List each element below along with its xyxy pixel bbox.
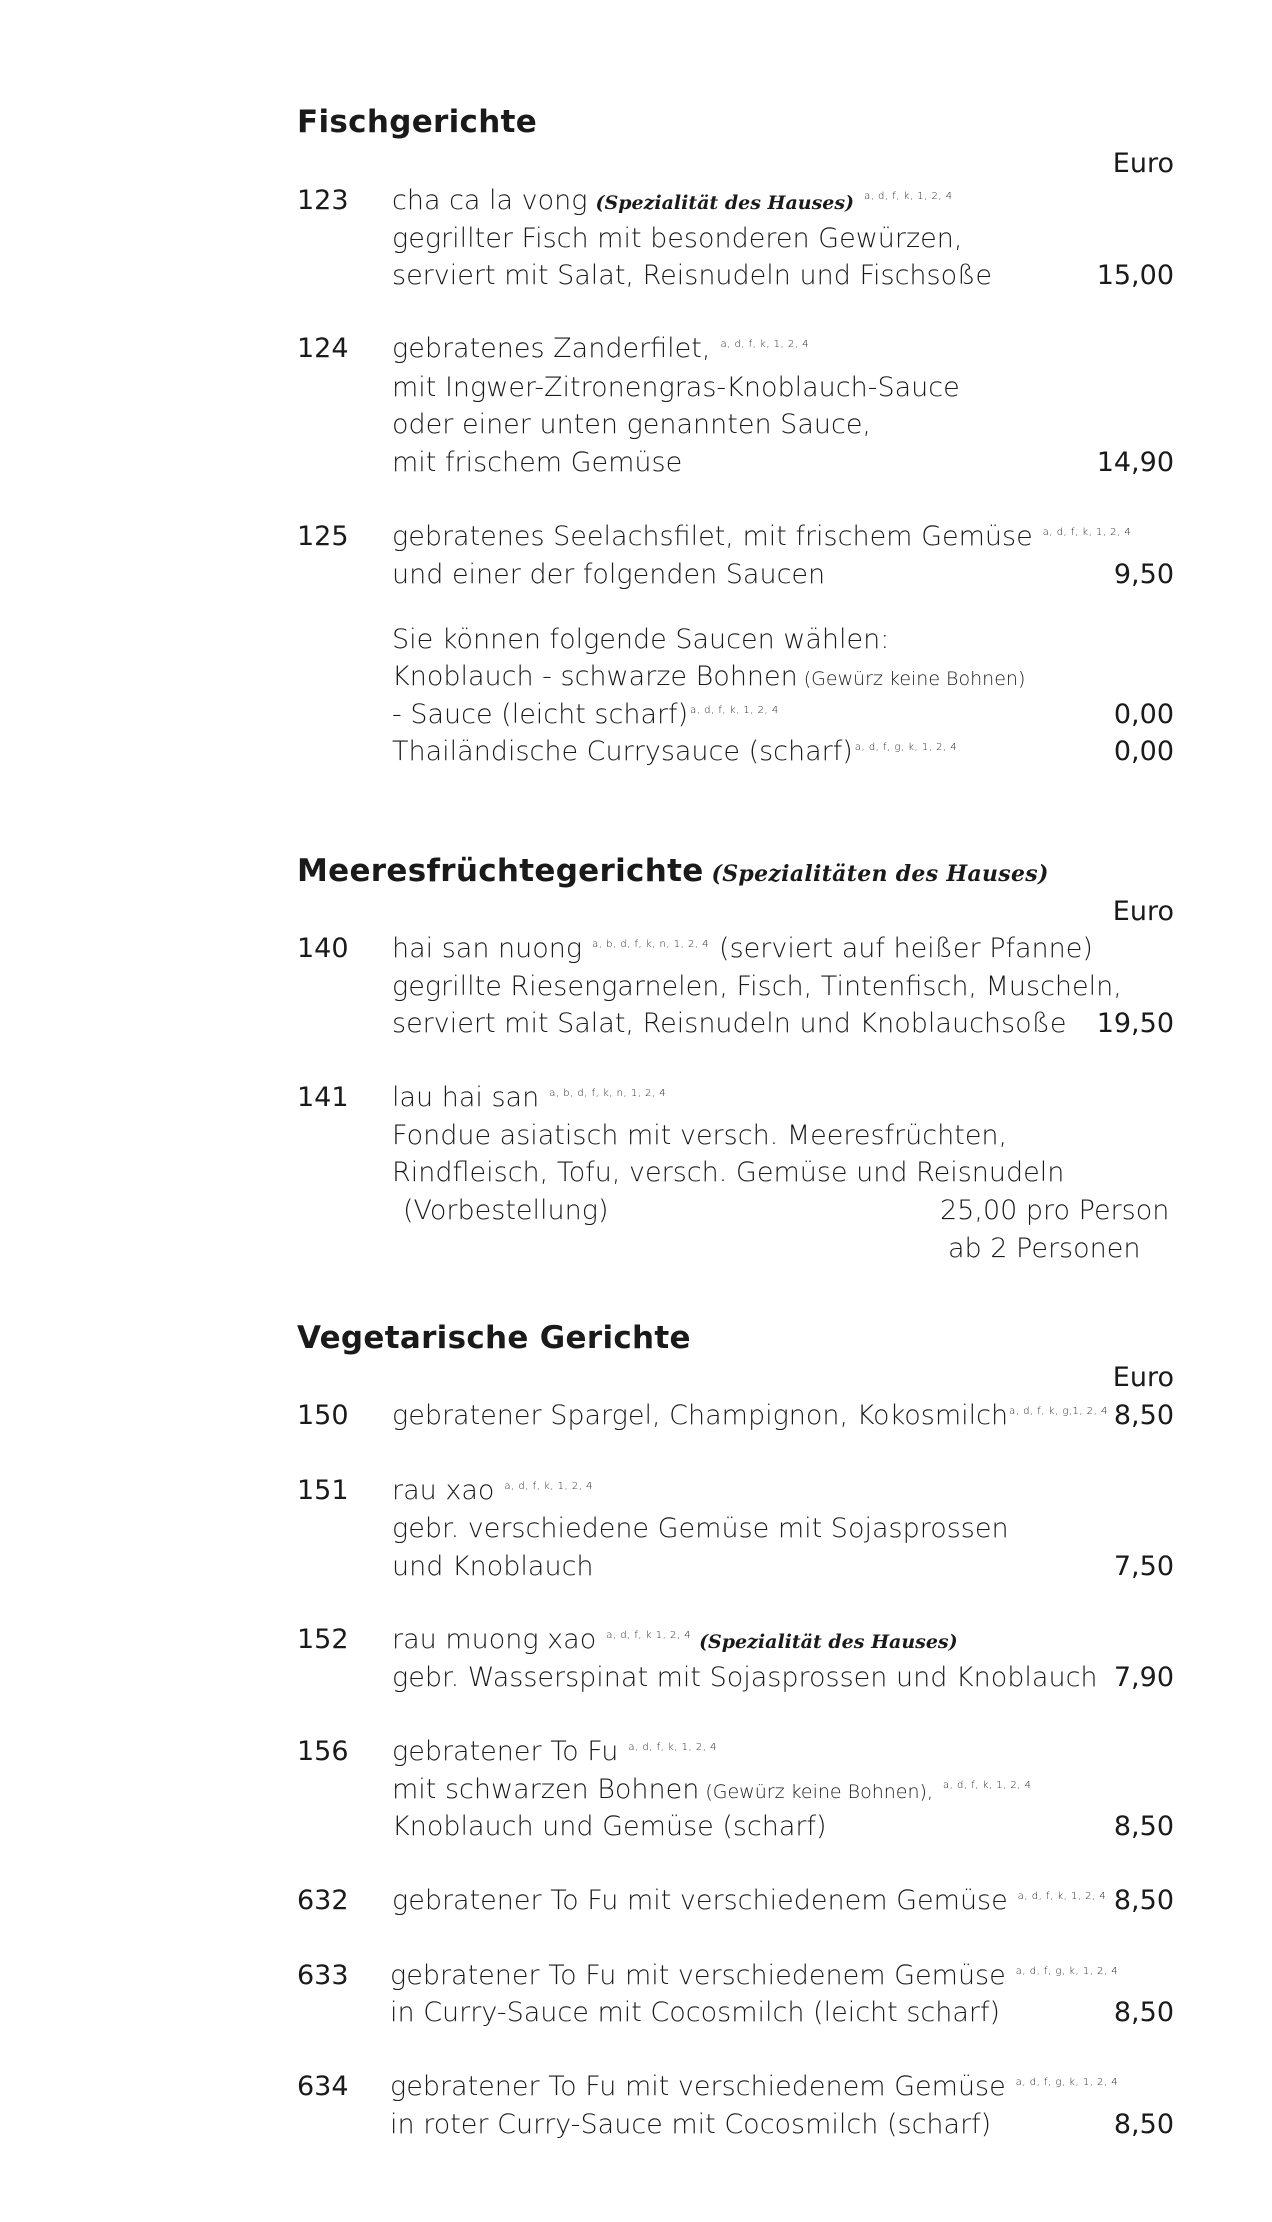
sauce-option: Thailändische Currysauce (scharf) $^{a, d, f, g, k, 1, 2, 4}$ bbox=[392, 736, 958, 767]
item-name: rau muong xao $^{a, d, f, k 1, 2, 4}$ (Spezialität des Hauses) bbox=[392, 1624, 958, 1655]
item-number: 123 bbox=[297, 185, 349, 216]
item-number: 140 bbox=[297, 933, 349, 964]
item-price: 8,50 bbox=[1113, 2109, 1174, 2140]
item-price: 25,00 pro Person bbox=[940, 1195, 1170, 1226]
allergen-codes: a, d, f, k, 1, 2, 4 bbox=[628, 1742, 717, 1753]
section-title-fish: Fischgerichte bbox=[297, 104, 538, 140]
section-title-seafood: Meeresfrüchtegerichte (Spezialitäten des Hauses) bbox=[297, 853, 1049, 889]
item-price: 7,90 bbox=[1113, 1662, 1174, 1693]
item-description: mit schwarzen Bohnen (Gewürz keine Bohnen), $^{a, d, f, k, 1, 2, 4}$ bbox=[392, 1774, 1032, 1805]
item-number: 151 bbox=[297, 1475, 349, 1506]
allergen-codes: a, b, d, f, k, n, 1, 2, 4 bbox=[549, 1088, 667, 1099]
sauce-option: Knoblauch - schwarze Bohnen (Gewürz keine Bohnen) bbox=[392, 661, 1026, 692]
item-name: gebratener To Fu mit verschiedenem Gemüse $^{a, d, f, g, k, 1, 2, 4}$ bbox=[390, 1960, 1119, 1991]
specialty-label: (Spezialität des Hauses) bbox=[595, 192, 855, 214]
item-description: serviert mit Salat, Reisnudeln und Knoblauchsoße bbox=[392, 1008, 1067, 1039]
item-note: (Gewürz keine Bohnen), bbox=[705, 1781, 933, 1803]
item-price: 19,50 bbox=[1096, 1008, 1174, 1039]
item-description: gebr. verschiedene Gemüse mit Sojasprossen bbox=[392, 1513, 1009, 1544]
allergen-codes: a, d, f, k, g,1, 2, 4 bbox=[1009, 1406, 1108, 1417]
item-description: und einer der folgenden Saucen bbox=[392, 559, 826, 590]
item-name: hai san nuong $^{a, b, d, f, k, n, 1, 2, 4}$ (serviert auf heißer Pfanne) bbox=[392, 933, 1093, 964]
item-name: rau xao $^{a, d, f, k, 1, 2, 4}$ bbox=[392, 1475, 593, 1506]
section-title-veg: Vegetarische Gerichte bbox=[297, 1320, 691, 1356]
allergen-codes: a, d, f, k, 1, 2, 4 bbox=[864, 191, 953, 202]
allergen-codes: a, d, f, g, k, 1, 2, 4 bbox=[1015, 2077, 1119, 2088]
allergen-codes: a, d, f, g, k, 1, 2, 4 bbox=[1015, 1966, 1119, 1977]
item-description: oder einer unten genannten Sauce, bbox=[392, 409, 872, 440]
item-extra: (serviert auf heißer Pfanne) bbox=[719, 933, 1093, 964]
item-number: 150 bbox=[297, 1400, 349, 1431]
item-name: gebratener To Fu mit verschiedenem Gemüse $^{a, d, f, k, 1, 2, 4}$ bbox=[392, 1885, 1107, 1916]
sauce-option: - Sauce (leicht scharf) $^{a, d, f, k, 1, 2, 4}$ bbox=[392, 699, 779, 730]
item-name: gebratenes Zanderfilet, $^{a, d, f, k, 1, 2, 4}$ bbox=[392, 333, 809, 364]
item-name: gebratener Spargel, Champignon, Kokosmilch$^{a, d, f, k, g,1, 2, 4}$ bbox=[392, 1400, 1108, 1431]
allergen-codes: a, d, f, k, 1, 2, 4 bbox=[1042, 527, 1132, 538]
item-minimum: ab 2 Personen bbox=[948, 1233, 1141, 1264]
item-price: 8,50 bbox=[1113, 1811, 1174, 1842]
item-description: und Knoblauch bbox=[392, 1551, 594, 1582]
euro-header-seafood: Euro bbox=[1112, 896, 1174, 927]
allergen-codes: a, d, f, k, 1, 2, 4 bbox=[720, 339, 809, 350]
item-description: in Curry-Sauce mit Cocosmilch (leicht scharf) bbox=[390, 1997, 1001, 2028]
item-name: gebratenes Seelachsfilet, mit frischem Gemüse $^{a, d, f, k, 1, 2, 4}$ bbox=[392, 521, 1132, 552]
section-subtitle: (Spezialitäten des Hauses) bbox=[711, 861, 1049, 887]
item-number: 152 bbox=[297, 1624, 349, 1655]
item-price: 15,00 bbox=[1096, 260, 1174, 291]
sauce-price: 0,00 bbox=[1113, 736, 1174, 767]
euro-header-fish: Euro bbox=[1112, 148, 1174, 179]
item-price: 14,90 bbox=[1096, 447, 1174, 478]
item-description: Knoblauch und Gemüse (scharf) bbox=[392, 1811, 827, 1842]
specialty-label: (Spezialität des Hauses) bbox=[699, 1631, 958, 1653]
item-price: 7,50 bbox=[1113, 1551, 1174, 1582]
item-name: gebratener To Fu mit verschiedenem Gemüse $^{a, d, f, g, k, 1, 2, 4}$ bbox=[390, 2071, 1119, 2102]
item-description: Rindfleisch, Tofu, versch. Gemüse und Reisnudeln bbox=[392, 1157, 1065, 1188]
item-number: 632 bbox=[297, 1885, 349, 1916]
item-number: 156 bbox=[297, 1736, 349, 1767]
allergen-codes: a, d, f, k 1, 2, 4 bbox=[606, 1630, 692, 1641]
allergen-codes: a, d, f, k, 1, 2, 4 bbox=[504, 1481, 593, 1492]
item-number: 634 bbox=[297, 2071, 349, 2102]
item-number: 125 bbox=[297, 521, 349, 552]
item-description: mit Ingwer-Zitronengras-Knoblauch-Sauce bbox=[392, 372, 960, 403]
allergen-codes: a, d, f, g, k, 1, 2, 4 bbox=[854, 742, 958, 753]
item-number: 141 bbox=[297, 1082, 349, 1113]
item-number: 124 bbox=[297, 333, 349, 364]
sauce-note: (Gewürz keine Bohnen) bbox=[803, 668, 1026, 690]
sauce-intro: Sie können folgende Saucen wählen: bbox=[392, 624, 890, 655]
allergen-codes: a, d, f, k, 1, 2, 4 bbox=[1017, 1891, 1107, 1902]
euro-header-veg: Euro bbox=[1112, 1362, 1174, 1393]
allergen-codes: a, d, f, k, 1, 2, 4 bbox=[690, 705, 779, 716]
item-price: 8,50 bbox=[1113, 1400, 1174, 1431]
item-description: serviert mit Salat, Reisnudeln und Fischsoße bbox=[392, 260, 992, 291]
item-price: 8,50 bbox=[1113, 1997, 1174, 2028]
item-number: 633 bbox=[297, 1960, 349, 1991]
item-price: 9,50 bbox=[1113, 559, 1174, 590]
sauce-price: 0,00 bbox=[1113, 699, 1174, 730]
allergen-codes: a, d, f, k, 1, 2, 4 bbox=[943, 1780, 1032, 1791]
item-name: cha ca la vong (Spezialität des Hauses) $^{a, d, f, k, 1, 2, 4}$ bbox=[392, 185, 953, 216]
allergen-codes: a, b, d, f, k, n, 1, 2, 4 bbox=[592, 939, 710, 950]
item-name: gebratener To Fu $^{a, d, f, k, 1, 2, 4}$ bbox=[392, 1736, 717, 1767]
item-note: (Vorbestellung) bbox=[403, 1195, 609, 1226]
item-description: in roter Curry-Sauce mit Cocosmilch (scharf) bbox=[390, 2109, 992, 2140]
item-name: lau hai san $^{a, b, d, f, k, n, 1, 2, 4}$ bbox=[392, 1082, 667, 1113]
item-description: gegrillte Riesengarnelen, Fisch, Tintenfisch, Muscheln, bbox=[392, 971, 1122, 1002]
item-description: gegrillter Fisch mit besonderen Gewürzen, bbox=[392, 223, 963, 254]
item-description: Fondue asiatisch mit versch. Meeresfrüchten, bbox=[392, 1120, 1008, 1151]
item-description: mit frischem Gemüse bbox=[392, 447, 683, 478]
item-description: gebr. Wasserspinat mit Sojasprossen und Knoblauch bbox=[392, 1662, 1098, 1693]
item-price: 8,50 bbox=[1113, 1885, 1174, 1916]
